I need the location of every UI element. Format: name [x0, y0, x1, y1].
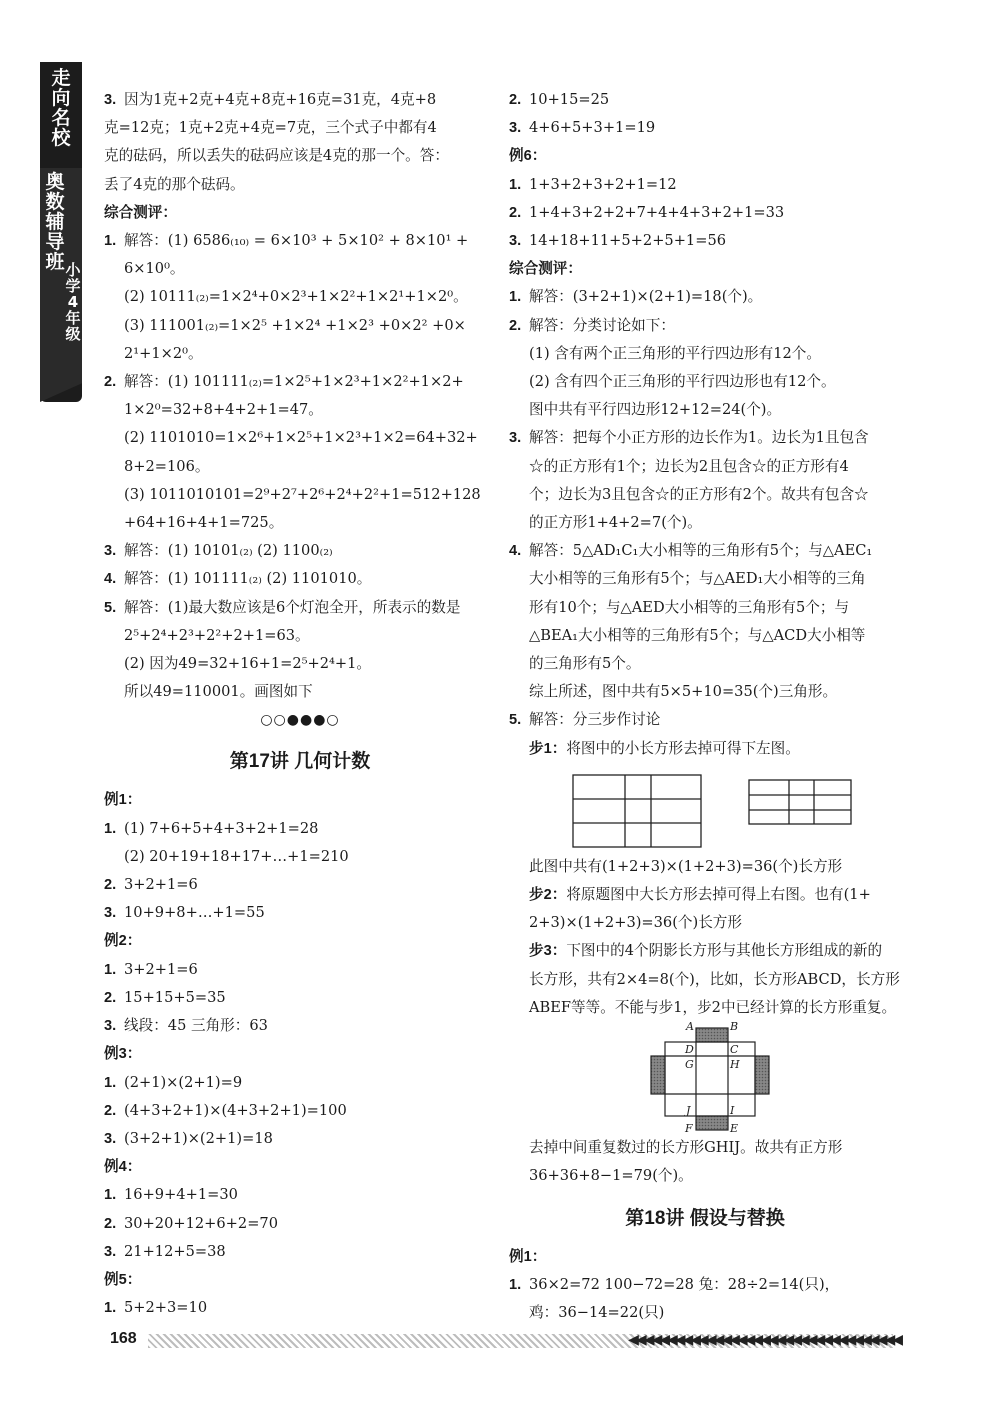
item-number: 3. [104, 905, 117, 922]
line-text: 2+3)×(1+2+3)=36(个)长方形 [529, 914, 742, 932]
section-heading: 例4： [104, 1159, 142, 1176]
line-text: 的正方形1+4+2=7(个)。 [529, 514, 702, 532]
line-text: (2) 含有四个正三角形的平行四边形也有12个。 [529, 373, 836, 391]
sidebar-course: 奥数辅导班 [45, 171, 65, 273]
item-number: 1. [104, 1300, 117, 1317]
rectangle-figures [509, 763, 901, 853]
text-line [104, 1012, 496, 1040]
text-line [104, 594, 496, 622]
line-text: (2) 10111₍₂₎=1×2⁴+0×2³+1×2²+1×2¹+1×2⁰。 [124, 288, 468, 306]
line-text: 1×2⁰=32+8+4+2+1=47。 [124, 401, 323, 419]
line-text: 个；边长为3且包含☆的正方形有2个。故共有包含☆ [529, 485, 869, 503]
text-line [509, 255, 901, 283]
text-line [104, 227, 496, 255]
text-line [104, 171, 496, 199]
text-line [104, 815, 496, 843]
text-line [509, 1271, 901, 1299]
line-text: 丢了4克的那个砝码。 [104, 175, 245, 193]
line-text: 3+2+1=6 [124, 960, 198, 978]
text-line [104, 312, 496, 340]
step-label: 步1： [529, 740, 567, 757]
line-text: 解答：(1)最大数应该是6个灯泡全开，所表示的数是 [124, 598, 461, 616]
line-text: 16+9+4+1=30 [124, 1186, 238, 1204]
line-text: 的三角形有5个。 [529, 655, 641, 673]
item-number: 1. [104, 233, 117, 250]
text-line [509, 994, 901, 1022]
text-line [509, 424, 901, 452]
text-line [509, 142, 901, 170]
line-text: 将原题图中大长方形去掉可得上右图。也有(1+ [566, 886, 871, 904]
line-text: (2) 因为49=32+16+1=2⁵+2⁴+1。 [124, 655, 372, 673]
line-text: (1) 含有两个正三角形的平行四边形有12个。 [529, 344, 821, 362]
line-text: 形有10个；与△AED大小相等的三角形有5个；与 [529, 598, 850, 616]
text-line [509, 1162, 901, 1190]
line-text: (2) 20+19+18+17+…+1=210 [124, 847, 349, 865]
text-line [509, 199, 901, 227]
line-text: 解答：分三步作讨论 [529, 711, 661, 729]
right-lines-3 [509, 1243, 901, 1328]
line-text: 14+18+11+5+2+5+1=56 [529, 232, 727, 250]
line-text: 因为1克+2克+4克+8克+16克=31克，4克+8 [124, 91, 437, 108]
section-heading: 例1： [509, 1248, 547, 1265]
line-text: 解答：(1) 101111₍₂₎ (2) 1101010。 [124, 570, 372, 588]
text-line [509, 565, 901, 593]
line-text: 鸡：36−14=22(只) [529, 1303, 665, 1321]
line-text: 去掉中间重复数过的长方形GHIJ。故共有正方形 [529, 1139, 843, 1157]
text-line [104, 984, 496, 1012]
label-j: J [686, 1104, 691, 1118]
item-number: 2. [509, 92, 522, 108]
item-number: 1. [509, 176, 522, 193]
item-number: 2. [104, 989, 117, 1006]
line-text: 综上所述，图中共有5×5+10=35(个)三角形。 [529, 683, 838, 701]
item-number: 3. [509, 430, 522, 447]
text-line [509, 594, 901, 622]
text-line [509, 509, 901, 537]
line-text: 解答：(1) 101111₍₂₎=1×2⁵+1×2³+1×2²+1×2+ [124, 373, 464, 391]
text-line [509, 678, 901, 706]
line-text: 10+9+8+…+1=55 [124, 904, 265, 922]
label-e: E [730, 1122, 739, 1135]
text-line [509, 1243, 901, 1271]
item-number: 2. [104, 877, 117, 894]
text-line [509, 1134, 901, 1162]
text-line [104, 86, 496, 114]
line-text: 1+4+3+2+2+7+4+4+3+2+1=33 [529, 203, 785, 221]
step-label: 步2： [529, 887, 567, 904]
line-text: 3+2+1=6 [124, 876, 198, 894]
item-number: 3. [509, 120, 522, 137]
section-heading: 例1： [104, 792, 142, 809]
line-text: 将图中的小长方形去掉可得下左图。 [566, 739, 800, 757]
text-line [104, 199, 496, 227]
item-number: 2. [509, 317, 522, 334]
text-line [104, 843, 496, 871]
text-line [104, 565, 496, 593]
item-number: 3. [104, 1243, 117, 1260]
sidebar-series: 走向名校 [51, 67, 71, 149]
line-text: 4+6+5+3+1=19 [529, 119, 656, 137]
text-line [104, 1210, 496, 1238]
text-line [104, 1238, 496, 1266]
text-line [104, 622, 496, 650]
line-text: (2) 1101010=1×2⁶+1×2⁵+1×2³+1×2=64+32+ [124, 429, 478, 447]
text-line [104, 899, 496, 927]
line-text: (4+3+2+1)×(4+3+2+1)=100 [124, 1101, 347, 1119]
text-line [104, 255, 496, 283]
line-text: 21+12+5=38 [124, 1242, 226, 1260]
line-text: 1+3+2+3+2+1=12 [529, 175, 677, 193]
text-line [104, 114, 496, 142]
text-line [104, 1125, 496, 1153]
line-text: 下图中的4个阴影长方形与其他长方形组成的新的 [566, 942, 883, 960]
item-number: 1. [104, 820, 117, 837]
item-number: 5. [104, 599, 117, 616]
right-lines-c [509, 1134, 901, 1190]
item-number: 1. [509, 1276, 522, 1293]
item-number: 1. [509, 289, 522, 306]
line-text: 图中共有平行四边形12+12=24(个)。 [529, 401, 782, 419]
text-line [104, 956, 496, 984]
text-line [509, 735, 901, 763]
label-a: A [686, 1022, 694, 1034]
line-text: 36×2=72 100−72=28 兔：28÷2=14(只)， [529, 1275, 840, 1293]
right-lines [509, 86, 901, 763]
text-line [509, 650, 901, 678]
cross-figure-svg [509, 1022, 901, 1134]
text-line [509, 622, 901, 650]
text-line [509, 283, 901, 311]
text-line [104, 509, 496, 537]
left-grid-outer [573, 775, 701, 847]
text-line [104, 1294, 496, 1322]
line-text: 6×10⁰。 [124, 260, 185, 278]
item-number: 4. [104, 571, 117, 588]
text-line [509, 966, 901, 994]
section-heading: 综合测评： [509, 261, 582, 278]
left-lines [104, 86, 496, 706]
line-text: 克的砝码，所以丢失的砝码应该是4克的那一个。答： [104, 147, 449, 165]
line-text: 解答：(1) 6586₍₁₀₎ = 6×10³ + 5×10² + 8×10¹ + [124, 232, 469, 250]
text-line [509, 853, 901, 881]
cross-figure [509, 1022, 901, 1134]
lecture-18-title: 第18讲 假设与替换 [625, 1207, 785, 1229]
line-text: 36+36+8−1=79(个)。 [529, 1167, 693, 1185]
line-text: 2¹+1×2⁰。 [124, 344, 203, 362]
label-f: F [685, 1122, 693, 1135]
item-number: 4. [509, 543, 522, 560]
text-line [104, 396, 496, 424]
line-text: 长方形，共有2×4=8(个)，比如，长方形ABCD，长方形 [529, 970, 900, 988]
line-text: 5+2+3=10 [124, 1299, 208, 1317]
text-line [509, 340, 901, 368]
section-heading: 例2： [104, 933, 142, 950]
item-number: 1. [104, 1187, 117, 1204]
step-label: 步3： [529, 943, 567, 960]
line-text: 解答：(1) 10101₍₂₎ (2) 1100₍₂₎ [124, 542, 333, 560]
line-text: 解答：分类讨论如下： [529, 316, 675, 334]
bulb-diagram: ○○●●●○ [260, 712, 340, 729]
line-text: 克=12克；1克+2克+4克=7克，三个式子中都有4 [104, 119, 437, 137]
line-text: 此图中共有(1+2+3)×(1+2+3)=36(个)长方形 [529, 857, 843, 875]
item-number: 2. [104, 1102, 117, 1119]
text-line [104, 871, 496, 899]
line-text: 大小相等的三角形有5个；与△AED₁大小相等的三角 [529, 570, 866, 588]
text-line [104, 1040, 496, 1068]
grid-figures-svg [509, 763, 901, 853]
text-line [104, 142, 496, 170]
text-line [509, 114, 901, 142]
line-text: 所以49=110001。画图如下 [124, 683, 313, 701]
right-column [509, 86, 901, 1327]
text-line [104, 1069, 496, 1097]
text-line [509, 909, 901, 937]
lecture-17-title: 第17讲 几何计数 [229, 751, 371, 773]
item-number: 1. [104, 1074, 117, 1091]
item-number: 3. [104, 92, 117, 108]
section-heading: 例6： [509, 148, 547, 165]
footer-arrows: ◀◀◀◀◀◀◀◀◀◀◀◀◀◀◀◀◀◀◀◀◀◀◀◀◀◀◀◀◀◀◀◀◀◀◀ [628, 1332, 900, 1348]
line-text: 解答：(3+2+1)×(2+1)=18(个)。 [529, 288, 763, 306]
sidebar-grade: 小学4年级 [65, 261, 81, 343]
text-line [104, 927, 496, 955]
text-line [509, 396, 901, 424]
item-number: 3. [104, 543, 117, 560]
page-number: 168 [110, 1330, 137, 1347]
text-line [509, 537, 901, 565]
line-text: (3) 111001₍₂₎=1×2⁵ +1×2⁴ +1×2³ +0×2² +0× [124, 316, 466, 334]
text-line [104, 537, 496, 565]
item-number: 2. [104, 374, 117, 391]
item-number: 2. [104, 1215, 117, 1232]
text-line [104, 1266, 496, 1294]
label-d: D [685, 1043, 694, 1057]
text-line [104, 1181, 496, 1209]
line-text: ☆的正方形有1个；边长为2且包含☆的正方形有4 [529, 457, 849, 475]
line-text: (3+2+1)×(2+1)=18 [124, 1129, 273, 1147]
line-text: +64+16+4+1=725。 [124, 514, 284, 532]
item-number: 3. [104, 1018, 117, 1035]
line-text: △BEA₁大小相等的三角形有5个；与△ACD大小相等 [529, 626, 866, 644]
text-line [104, 283, 496, 311]
line-text: 解答：5△AD₁C₁大小相等的三角形有5个；与△AEC₁ [529, 542, 873, 560]
right-grid-outer [749, 780, 851, 824]
item-number: 2. [509, 204, 522, 221]
line-text: 线段：45 三角形：63 [124, 1017, 268, 1035]
section-heading: 综合测评： [104, 204, 177, 221]
text-line [509, 368, 901, 396]
text-line [509, 171, 901, 199]
text-line [509, 881, 901, 909]
left-column [104, 86, 496, 1322]
page-footer [110, 1330, 900, 1354]
line-text: (3) 1011010101=2⁹+2⁷+2⁶+2⁴+2²+1=512+128 [124, 485, 481, 503]
right-lines-b [509, 853, 901, 1022]
label-c: C [730, 1043, 739, 1057]
line-text: 15+15+5=35 [124, 988, 226, 1006]
text-line [104, 481, 496, 509]
text-line [509, 453, 901, 481]
item-number: 5. [509, 712, 522, 729]
line-text: 8+2=106。 [124, 457, 210, 475]
text-line [104, 424, 496, 452]
text-line [509, 1299, 901, 1327]
text-line [509, 937, 901, 965]
text-line [104, 650, 496, 678]
line-text: (1) 7+6+5+4+3+2+1=28 [124, 819, 319, 837]
label-g: G [685, 1058, 694, 1072]
label-b: B [730, 1022, 739, 1034]
text-line [509, 227, 901, 255]
text-line [104, 1097, 496, 1125]
line-text: (2+1)×(2+1)=9 [124, 1073, 243, 1091]
text-line [104, 678, 496, 706]
text-line [509, 312, 901, 340]
item-number: 3. [509, 233, 522, 250]
section-heading: 例3： [104, 1046, 142, 1063]
text-line [104, 340, 496, 368]
text-line [104, 453, 496, 481]
text-line [104, 786, 496, 814]
line-text: 10+15=25 [529, 91, 610, 108]
text-line [509, 86, 901, 114]
line-text: ABEF等等。不能与步1，步2中已经计算的长方形重复。 [529, 998, 897, 1016]
line-text: 2⁵+2⁴+2³+2²+2+1=63。 [124, 626, 310, 644]
section-heading: 例5： [104, 1271, 142, 1288]
item-number: 1. [104, 961, 117, 978]
text-line [509, 706, 901, 734]
text-line [104, 368, 496, 396]
text-line [509, 481, 901, 509]
label-i: I [730, 1104, 735, 1118]
label-h: H [730, 1058, 740, 1072]
item-number: 3. [104, 1130, 117, 1147]
line-text: 30+20+12+6+2=70 [124, 1214, 278, 1232]
left-lines-2 [104, 786, 496, 1322]
text-line [104, 1153, 496, 1181]
line-text: 解答：把每个小正方形的边长作为1。边长为1且包含 [529, 429, 869, 447]
